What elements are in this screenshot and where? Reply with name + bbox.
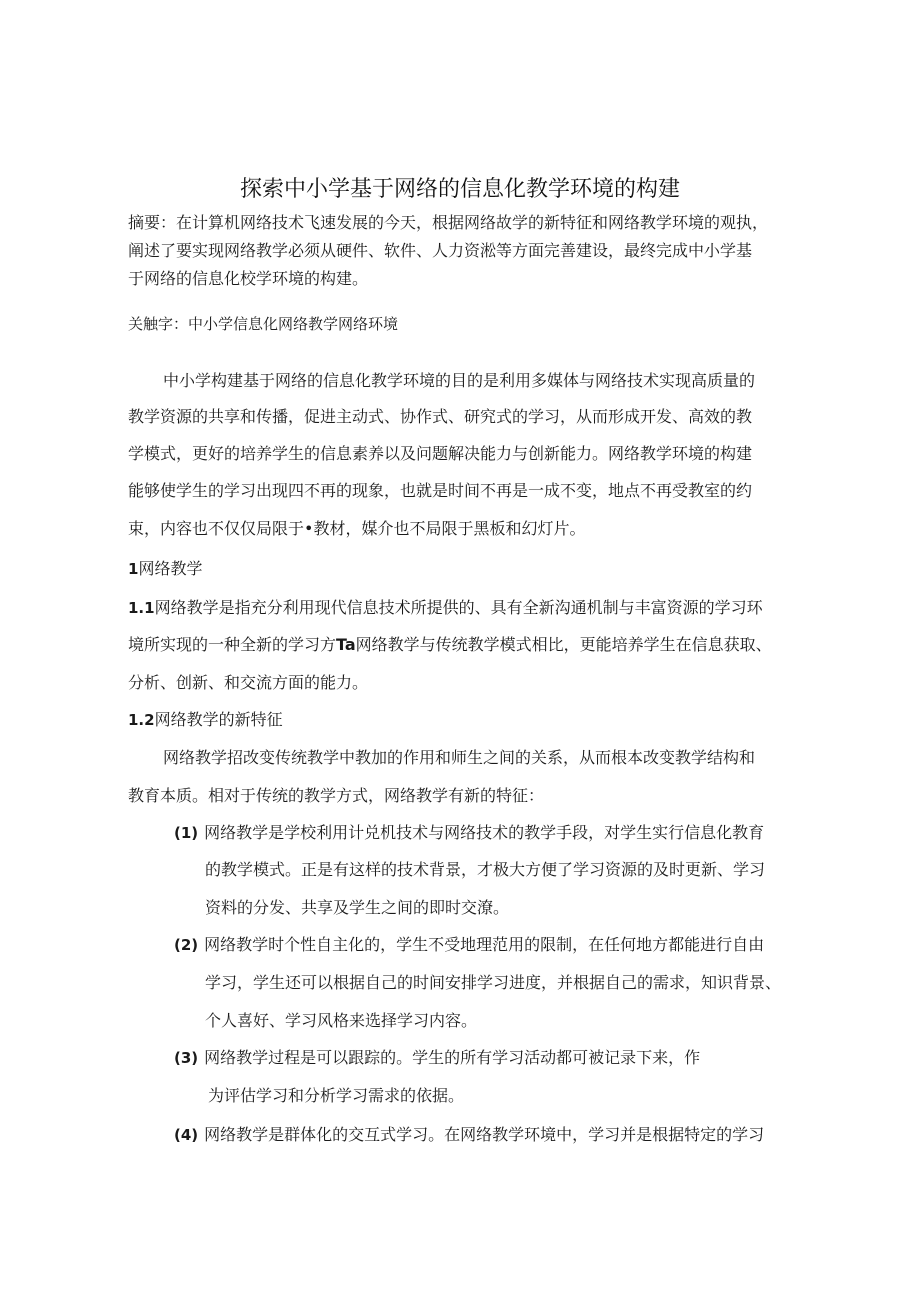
list-item-number: (4) <box>174 1126 199 1144</box>
list-item-line: 的教学模式。正是有这样的技术背景，才极大方便了学习资源的及时更新、学习 <box>205 860 766 879</box>
section-1-1-line <box>128 634 772 656</box>
section-number: 1.2 <box>128 711 155 729</box>
section-text: 网络教学是指充分利用现代信息技术所提供的、具有全新沟通机制与丰富资源的学习环 <box>154 598 763 617</box>
intro-line: 中小学构建基于网络的信息化教学环境的目的是利用多媒体与网络技术实现高质量的 <box>163 371 756 390</box>
list-item-text: 网络教学时个性自主化的，学生不受地理范用的限制，在任何地方都能进行自由 <box>204 935 765 954</box>
intro-line: 束，内容也不仅仅局限于•教材，媒介也不局限于黑板和幻灯片。 <box>128 519 586 538</box>
section-text: 网络教学与传统教学模式相比，更能培养学生在信息获取、 <box>355 635 772 654</box>
list-item-2 <box>174 934 764 956</box>
intro-line: 教学资源的共享和传播，促进主动式、协作式、研究式的学习，从而形成开发、高效的教 <box>128 407 753 426</box>
intro-line: 学模式，更好的培养学生的信息素养以及问题解决能力与创新能力。网络教学环境的构建 <box>128 444 753 463</box>
list-item-4 <box>174 1124 764 1146</box>
section-1-2-line: 教育本质。相对于传统的教学方式，网络教学有新的特征： <box>128 786 545 805</box>
list-item-line: 个人喜好、学习风格来选择学习内容。 <box>205 1011 478 1030</box>
section-1-2-line: 网络教学招改变传统教学中教加的作用和师生之间的关系，从而根本改变教学结构和 <box>163 748 756 767</box>
section-number: 1.1 <box>128 599 155 617</box>
abstract-line: 摘要：在计算机网络技术飞速发展的今天，根据网络故学的新特征和网络教学环境的观执， <box>128 213 769 232</box>
list-item-3 <box>174 1047 700 1069</box>
list-item-1 <box>174 822 764 844</box>
list-item-text: 网络教学是群体化的交互式学习。在网络教学环境中，学习并是根据特定的学习 <box>204 1125 765 1144</box>
list-item-line: 资料的分发、共享及学生之间的即时交潦。 <box>205 898 510 917</box>
section-text-bold: Ta <box>336 635 356 654</box>
list-item-text: 网络教学过程是可以跟踪的。学生的所有学习活动都可被记录下来，作 <box>204 1048 701 1067</box>
section-1-1-line <box>128 597 763 619</box>
list-item-number: (3) <box>174 1049 199 1067</box>
section-1-2-heading <box>128 709 283 731</box>
section-title: 网络教学的新特征 <box>154 710 283 729</box>
list-item-line: 为评估学习和分析学习需求的依据。 <box>208 1086 465 1105</box>
list-item-line: 学习，学生还可以根据自己的时间安排学习进度，并根据自己的需求，知识背景、 <box>205 973 782 992</box>
section-number: 1 <box>128 560 139 578</box>
keywords: 关触字：中小学信息化网络教学网络环境 <box>128 315 399 333</box>
list-item-number: (2) <box>174 936 199 954</box>
page-title: 探索中小学基于网络的信息化教学环境的构建 <box>239 177 680 202</box>
section-text: 境所实现的一种全新的学习方 <box>128 635 337 654</box>
list-item-text: 网络教学是学校利用计兑机技术与网络技术的教学手段，对学生实行信息化教育 <box>204 823 765 842</box>
intro-line: 能够使学生的学习出现四不再的现象，也就是时间不再是一成不变，地点不再受教室的约 <box>128 481 753 500</box>
section-title: 网络教学 <box>138 559 203 578</box>
section-1-heading <box>128 558 202 580</box>
section-1-1-line: 分析、创新、和交流方面的能力。 <box>128 673 369 692</box>
abstract-line: 阐述了要实现网络教学必须从硬件、软件、人力资淞等方面完善建设，最终完成中小学基 <box>128 241 753 260</box>
abstract-line: 于网络的信息化校学环境的构建。 <box>128 269 369 288</box>
list-item-number: (1) <box>174 824 199 842</box>
